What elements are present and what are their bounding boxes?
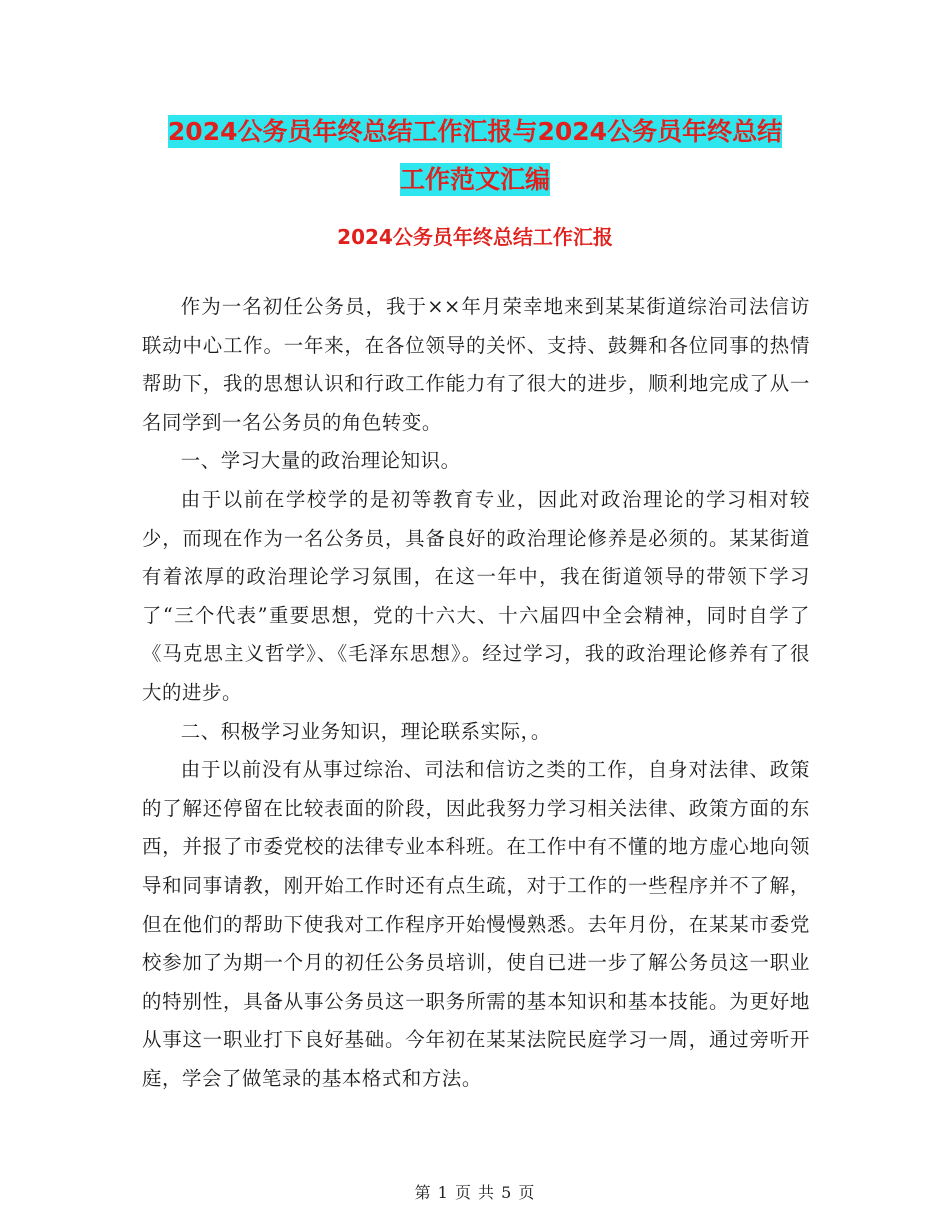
page-footer: 第 1 页 共 5 页 — [414, 1183, 536, 1202]
heading-one: 一、学习大量的政治理论知识。 — [180, 449, 461, 473]
paragraph-business: 由于以前没有从事过综治、司法和信访之类的工作，自身对法律、政策的了解还停留在比较表面的阶段，因此我努力学习相关法律、政策方面的东西，并报了市委党校的法律专业本科班。在工作中有不懂的地方虚心地向领导和同事请教，刚开始工作时还有点生疏，对于工作的一些程序并不了解，但在他们的帮助下使我对工作程序开始慢慢熟悉。去年月份，在某某市委党校参加了为期一个月的初任公务员培训，使自已进一步了解公务员这一职业的特别性，具备从事公务员这一职务所需的基本知识和基本技能。为更好地从事这一职业打下良好基础。今年初在某某法院民庭学习一周，通过旁听开庭，学会了做笔录的基本格式和方法。 — [142, 758, 810, 1090]
heading-two: 二、积极学习业务知识，理论联系实际，。 — [180, 719, 551, 743]
document-title-line1: 2024公务员年终总结工作汇报与2024公务员年终总结 — [167, 117, 783, 146]
paragraph-politics: 由于以前在学校学的是初等教育专业，因此对政治理论的学习相对较少，而现在作为一名公务员，具备良好的政治理论修养是必须的。某某街道有着浓厚的政治理论学习氛围，在这一年中，我在街道领导的带领下学习了“三个代表”重要思想，党的十六大、十六届四中全会精神，同时自学了《马克思主义哲学》、《毛泽东思想》。经过学习，我的政治理论修养有了很大的进步。 — [142, 487, 810, 704]
document-body — [142, 288, 810, 1098]
document-title — [0, 108, 950, 204]
document-title-line2: 工作范文汇编 — [399, 165, 550, 194]
section-title: 2024公务员年终总结工作汇报 — [337, 225, 613, 249]
paragraph-intro: 作为一名初任公务员，我于××年月荣幸地来到某某街道综治司法信访联动中心工作。一年来，在各位领导的关怀、支持、鼓舞和各位同事的热情帮助下，我的思想认识和行政工作能力有了很大的进步，顺利地完成了从一名同学到一名公务员的角色转变。 — [142, 295, 810, 434]
